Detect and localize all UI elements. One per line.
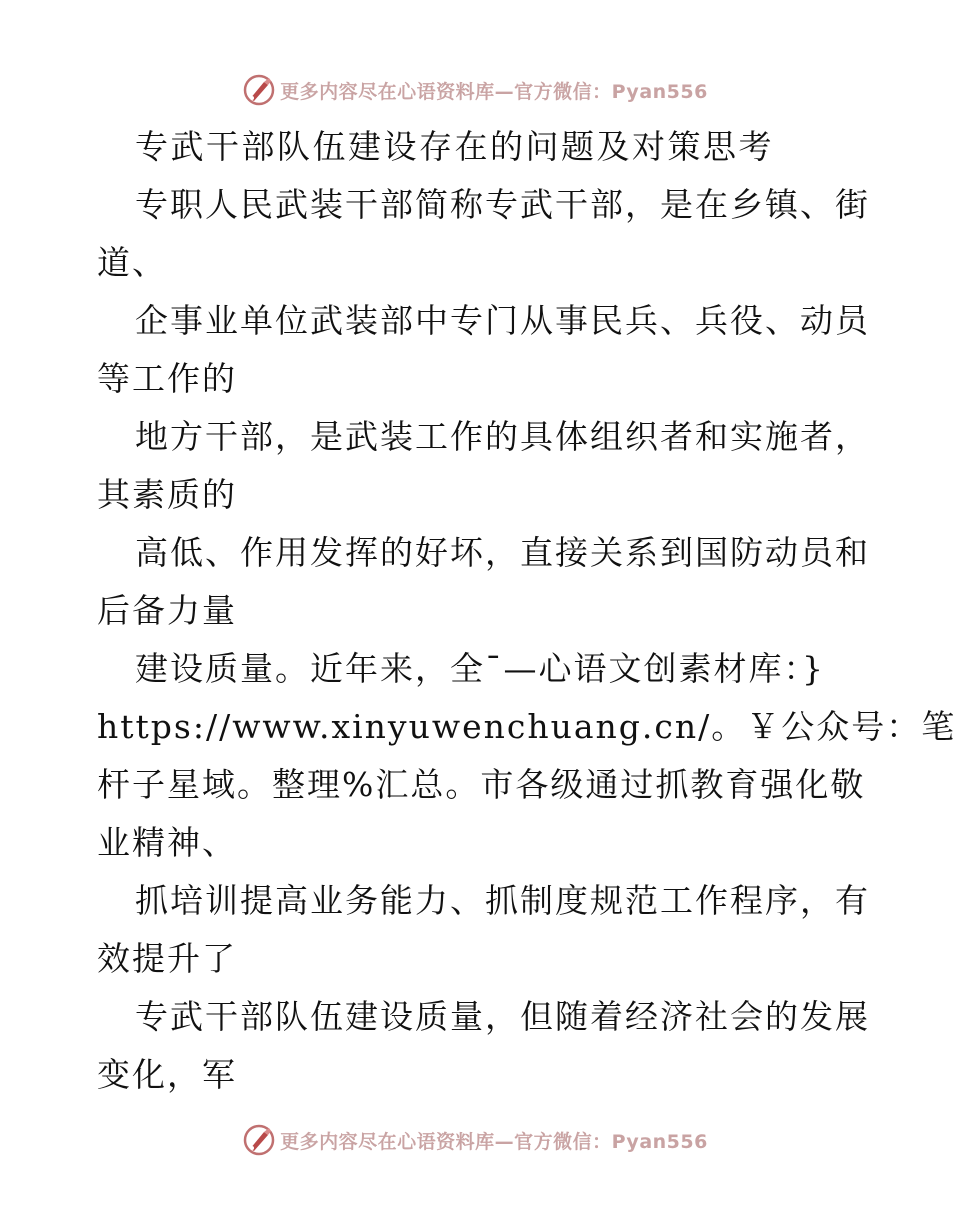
paragraph-line: 企事业单位武装部中专门从事民兵、兵役、动员 bbox=[135, 301, 870, 340]
paragraph-line: 等工作的 bbox=[97, 359, 237, 398]
paragraph-line: 高低、作用发挥的好坏，直接关系到国防动员和 bbox=[135, 533, 870, 572]
footer-watermark bbox=[0, 1120, 950, 1160]
paragraph-line: 变化，军 bbox=[97, 1055, 237, 1094]
watermark-text: 更多内容尽在心语资料库—官方微信：Pyan556 bbox=[280, 80, 708, 103]
document-title: 专武干部队伍建设存在的问题及对策思考 bbox=[135, 127, 774, 166]
document-body bbox=[97, 118, 956, 1104]
watermark-text: 更多内容尽在心语资料库—官方微信：Pyan556 bbox=[280, 1130, 708, 1153]
header-watermark bbox=[0, 70, 950, 110]
paragraph-line: 后备力量 bbox=[97, 591, 237, 630]
paragraph-line: 地方干部，是武装工作的具体组织者和实施者， bbox=[135, 417, 870, 456]
paragraph-line: 专职人民武装干部简称专武干部，是在乡镇、街 bbox=[135, 185, 870, 224]
paragraph-line: 抓培训提高业务能力、抓制度规范工作程序，有 bbox=[135, 881, 870, 920]
paragraph-line: 效提升了 bbox=[97, 939, 237, 978]
paragraph-line: 道、 bbox=[97, 243, 167, 282]
paragraph-line: 专武干部队伍建设质量，但随着经济社会的发展 bbox=[135, 997, 870, 1036]
paragraph-line: 业精神、 bbox=[97, 823, 237, 862]
paragraph-line: https://www.xinyuwenchuang.cn/。￥公众号：笔 bbox=[97, 707, 956, 746]
quill-pen-logo-icon bbox=[242, 1123, 276, 1157]
paragraph-line: 其素质的 bbox=[97, 475, 237, 514]
quill-pen-logo-icon bbox=[242, 73, 276, 107]
paragraph-line: 建设质量。近年来，全¯—心语文创素材库：} bbox=[135, 649, 825, 688]
paragraph-line: 杆子星域。整理%汇总。市各级通过抓教育强化敬 bbox=[97, 765, 866, 804]
